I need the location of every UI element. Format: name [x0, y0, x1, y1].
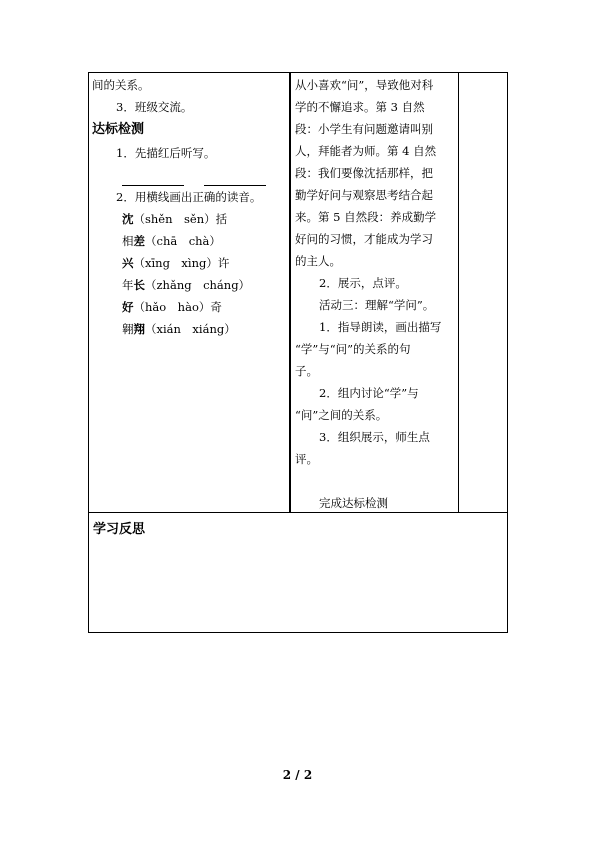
column-divider-3 — [458, 72, 459, 513]
dictation-blank-2[interactable] — [204, 171, 266, 186]
middle-line: “问”之间的关系。 — [295, 408, 388, 422]
left-line-2: 3．班级交流。 — [116, 100, 193, 114]
table-bottom-border — [88, 632, 508, 633]
middle-line: 段：我们要像沈括那样，把 — [295, 166, 433, 180]
left-line-1: 间的关系。 — [92, 78, 150, 92]
middle-line: 好问的习惯，才能成为学习 — [295, 232, 433, 246]
middle-activity-3: 活动三：理解“学问”。 — [319, 298, 435, 312]
pinyin-options: （zhǎng cháng） — [145, 278, 251, 292]
pinyin-target-char: 兴 — [122, 256, 134, 270]
pinyin-options: （shěn sěn） — [133, 212, 216, 226]
middle-line: 人，拜能者为师。第 4 自然 — [295, 144, 437, 158]
pinyin-row-3 — [92, 252, 286, 274]
pinyin-post: 括 — [215, 212, 228, 226]
pinyin-target-char: 差 — [133, 234, 145, 248]
pinyin-pre: 年 — [122, 278, 134, 292]
pinyin-options: （chā chà） — [145, 234, 221, 248]
middle-line: 来。第 5 自然段：养成勤学 — [295, 210, 437, 224]
pinyin-row-6 — [92, 318, 286, 340]
exercise-item-1: 1．先描红后听写。 — [116, 146, 216, 160]
middle-final-step: 完成达标检测 — [319, 496, 388, 510]
middle-line: 从小喜欢“问”，导致他对科 — [295, 78, 434, 92]
left-cell — [92, 74, 286, 340]
pinyin-row-1 — [92, 208, 286, 230]
middle-step-discuss: 2．组内讨论“学”与 — [319, 386, 419, 400]
dictation-blanks — [92, 164, 286, 186]
pinyin-options: （hǎo hào） — [133, 300, 211, 314]
table-left-border — [88, 72, 89, 633]
middle-line: “学”与“问”的关系的句 — [295, 342, 411, 356]
pinyin-row-4 — [92, 274, 286, 296]
pinyin-target-char: 长 — [133, 278, 145, 292]
pinyin-pre: 翱 — [122, 322, 134, 336]
table-top-border — [88, 72, 508, 73]
middle-step-read: 1．指导朗读，画出描写 — [319, 320, 442, 334]
middle-line: 学的不懈追求。第 3 自然 — [295, 100, 425, 114]
dictation-blank-1[interactable] — [122, 171, 184, 186]
middle-step-present: 3．组织展示，师生点 — [319, 430, 430, 444]
middle-step-show: 2．展示，点评。 — [319, 276, 407, 290]
pinyin-row-5 — [92, 296, 286, 318]
pinyin-target-char: 翔 — [133, 322, 145, 336]
table-right-border — [507, 72, 508, 633]
pinyin-options: （xīng xìng） — [133, 256, 218, 270]
pinyin-post: 许 — [217, 256, 230, 270]
reflection-title: 学习反思 — [93, 522, 146, 537]
pinyin-options: （xián xiáng） — [145, 322, 236, 336]
middle-cell — [295, 74, 455, 514]
pinyin-target-char: 好 — [122, 300, 134, 314]
pinyin-post: 奇 — [210, 300, 222, 314]
section-title-dabiao: 达标检测 — [92, 122, 145, 137]
middle-line: 评。 — [295, 452, 318, 466]
middle-line: 勤学好问与观察思考结合起 — [295, 188, 433, 202]
middle-spacer — [295, 470, 455, 492]
page-number: 2 / 2 — [282, 768, 313, 782]
column-divider-2 — [290, 72, 291, 513]
exercise-item-2: 2．用横线画出正确的读音。 — [116, 190, 262, 204]
pinyin-row-2 — [92, 230, 286, 252]
middle-line: 子。 — [295, 364, 318, 378]
pinyin-pre: 相 — [122, 234, 134, 248]
middle-line: 段：小学生有问题邀请叫别 — [295, 122, 433, 136]
pinyin-target-char: 沈 — [122, 212, 134, 226]
middle-line: 的主人。 — [295, 254, 341, 268]
